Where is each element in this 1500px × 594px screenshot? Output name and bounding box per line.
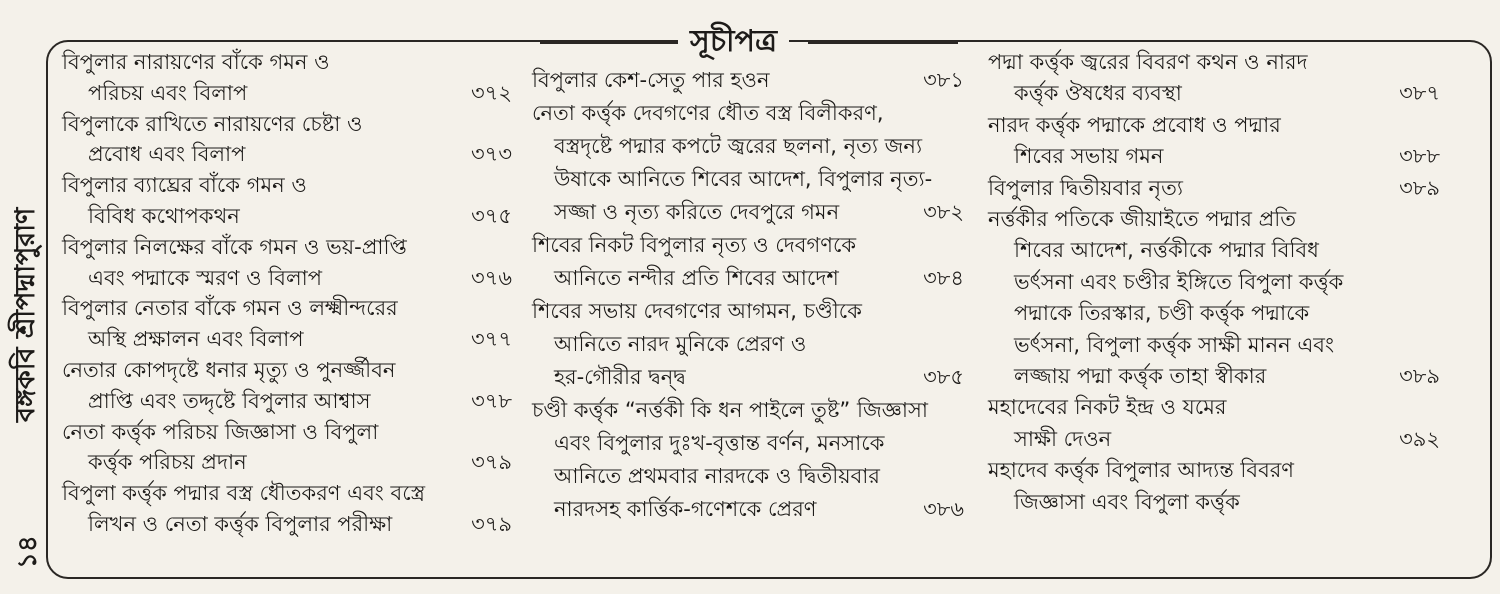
entry-text-line: আনিতে নন্দীর প্রতি শিবের আদেশ <box>554 266 839 290</box>
entry-text-line: বিপুলার কেশ-সেতু পার হওন <box>532 68 770 92</box>
entry-text-line: বিবিধ কথোপকথন <box>88 203 240 228</box>
entry-text-line: উষাকে আনিতে শিবের আদেশ, বিপুলার নৃত্য- <box>554 167 933 191</box>
entry-text-line: সাক্ষী দেওন <box>1014 426 1112 451</box>
entry-page-number: ৩৭৯ <box>471 450 512 475</box>
contents-entry <box>532 64 964 97</box>
contents-entry <box>532 295 964 394</box>
entry-page-number: ৩৭৯ <box>471 511 512 536</box>
entry-text-line: বিপুলার দ্বিতীয়বার নৃত্য <box>988 175 1183 200</box>
entry-page-number: ৩৯২ <box>1399 426 1440 451</box>
entry-page-number: ৩৭৫ <box>471 203 512 228</box>
entry-page-number: ৩৭৮ <box>471 388 512 413</box>
title-rule-right <box>808 42 958 44</box>
entry-text-line: বিপুলার নারায়ণের বাঁকে গমন ও <box>62 50 330 74</box>
entry-text-line: মহাদেবের নিকট ইন্দ্র ও যমের <box>988 395 1227 420</box>
entry-page-number: ৩৮৯ <box>1399 175 1440 200</box>
entry-text-line: কর্ত্তৃক ঔষধের ব্যবস্থা <box>1014 81 1182 106</box>
contents-entry <box>62 292 512 354</box>
entry-text-line: এবং পদ্মাকে স্মরণ ও বিলাপ <box>88 265 322 290</box>
entry-text-line: চণ্ডী কর্ত্তৃক “নর্ত্তকী কি ধন পাইলে তুষ্ট” জিজ্ঞাসা <box>532 398 928 422</box>
entry-text-line: শিবের সভায় দেবগণের আগমন, চণ্ডীকে <box>532 299 862 323</box>
contents-entry <box>62 169 512 231</box>
contents-entry <box>988 172 1440 203</box>
entry-page-number: ৩৭৭ <box>471 327 512 352</box>
contents-entry <box>532 394 964 526</box>
contents-entry <box>988 454 1440 517</box>
entry-text-line: লিখন ও নেতা কর্ত্তৃক বিপুলার পরীক্ষা <box>88 511 393 536</box>
entry-text-line: কর্ত্তৃক পরিচয় প্রদান <box>88 450 247 475</box>
contents-entry <box>62 231 512 293</box>
entry-text-line: পরিচয় এবং বিলাপ <box>88 80 248 105</box>
entry-page-number: ৩৭২ <box>471 80 512 105</box>
entry-text-line: পদ্মা কর্ত্তৃক জ্বরের বিবরণ কথন ও নারদ <box>988 50 1308 74</box>
entry-text-line: আনিতে প্রথমবার নারদকে ও দ্বিতীয়বার <box>554 464 880 488</box>
entry-text-line: পদ্মাকে তিরস্কার, চণ্ডী কর্ত্তৃক পদ্মাকে <box>1014 301 1310 326</box>
page-number: ১৪ <box>13 535 43 569</box>
entry-text-line: নেতার কোপদৃষ্টে ধনার মৃত্যু ও পুনর্জ্জীবন <box>62 358 396 382</box>
entry-page-number: ৩৮৬ <box>923 497 964 521</box>
entry-page-number: ৩৮২ <box>923 200 964 224</box>
entry-text-line: লজ্জায় পদ্মা কর্ত্তৃক তাহা স্বীকার <box>1014 364 1267 388</box>
entry-text-line: বিপুলার নিলক্ষের বাঁকে গমন ও ভয়-প্রাপ্তি <box>62 234 407 259</box>
contents-entry <box>988 46 1440 109</box>
contents-entry <box>988 391 1440 454</box>
entry-text-line: সজ্জা ও নৃত্য করিতে দেবপুরে গমন <box>554 200 840 224</box>
entry-text-line: প্রাপ্তি এবং তদ্দৃষ্টে বিপুলার আশ্বাস <box>88 388 371 413</box>
entry-text-line: শিবের সভায় গমন <box>1014 144 1164 169</box>
entry-text-line: ভর্ৎসনা এবং চণ্ডীর ইঙ্গিতে বিপুলা কর্ত্তৃক <box>1014 269 1344 294</box>
entry-page-number: ৩৮৮ <box>1399 144 1440 169</box>
entry-text-line: প্রবোধ এবং বিলাপ <box>88 142 246 167</box>
entry-text-line: এবং বিপুলার দুঃখ-বৃত্তান্ত বর্ণন, মনসাকে <box>554 431 885 455</box>
contents-entry <box>62 354 512 416</box>
contents-entry <box>62 108 512 170</box>
entry-text-line: বিপুলার ব্যাঘ্রের বাঁকে গমন ও <box>62 173 307 198</box>
entry-page-number: ৩৮৯ <box>1399 364 1440 388</box>
title-rule-left <box>540 42 690 44</box>
entry-text-line: আনিতে নারদ মুনিকে প্রেরণ ও <box>554 332 807 356</box>
entry-page-number: ৩৭৩ <box>471 142 512 167</box>
entry-text-line: ভর্ৎসনা, বিপুলা কর্ত্তৃক সাক্ষী মানন এবং <box>1014 332 1335 357</box>
entry-text-line: অস্থি প্রক্ষালন এবং বিলাপ <box>88 327 304 352</box>
contents-entry <box>62 416 512 478</box>
entry-page-number: ৩৮৭ <box>1399 81 1440 106</box>
contents-heading: সূচীপত্র <box>678 22 789 62</box>
entry-text-line: শিবের নিকট বিপুলার নৃত্য ও দেবগণকে <box>532 233 857 257</box>
entry-text-line: বস্ত্রদৃষ্টে পদ্মার কপটে জ্বরের ছলনা, নৃত্য জন্য <box>554 134 923 158</box>
entry-text-line: মহাদেব কর্ত্তৃক বিপুলার আদ্যন্ত বিবরণ <box>988 458 1295 483</box>
entry-text-line: নারদ কর্ত্তৃক পদ্মাকে প্রবোধ ও পদ্মার <box>988 112 1281 137</box>
entry-text-line: বিপুলার নেতার বাঁকে গমন ও লক্ষ্মীন্দরের <box>62 296 398 321</box>
entry-text-line: হর-গৌরীর দ্বন্দ্ব <box>554 365 686 389</box>
contents-entry <box>988 109 1440 172</box>
entry-page-number: ৩৮১ <box>923 68 964 92</box>
entry-text-line: শিবের আদেশ, নর্ত্তকীকে পদ্মার বিবিধ <box>1014 238 1319 263</box>
side-book-title: বঙ্গকবি শ্রীপদ্মাপুরাণ <box>10 207 41 423</box>
entry-text-line: নারদসহ কার্ত্তিক-গণেশকে প্রেরণ <box>554 497 817 521</box>
entry-text-line: নর্ত্তকীর পতিকে জীয়াইতে পদ্মার প্রতি <box>988 207 1297 231</box>
contents-entry <box>62 46 512 108</box>
entry-page-number: ৩৭৬ <box>471 265 512 290</box>
entry-text-line: নেতা কর্ত্তৃক দেবগণের ধৌত বস্ত্র বিলীকরণ, <box>532 101 884 125</box>
entry-text-line: নেতা কর্ত্তৃক পরিচয় জিজ্ঞাসা ও বিপুলা <box>62 419 379 444</box>
contents-entry <box>532 229 964 295</box>
entry-text-line: জিজ্ঞাসা এবং বিপুলা কর্ত্তৃক <box>1014 489 1240 514</box>
contents-entry <box>62 477 512 539</box>
entry-text-line: বিপুলা কর্ত্তৃক পদ্মার বস্ত্র ধৌতকরণ এবং বস্ত্রে <box>62 481 426 506</box>
entry-page-number: ৩৮৪ <box>923 266 964 290</box>
contents-entry <box>532 97 964 229</box>
contents-entry <box>988 203 1440 391</box>
entry-text-line: বিপুলাকে রাখিতে নারায়ণের চেষ্টা ও <box>62 111 363 136</box>
entry-page-number: ৩৮৫ <box>923 365 964 389</box>
